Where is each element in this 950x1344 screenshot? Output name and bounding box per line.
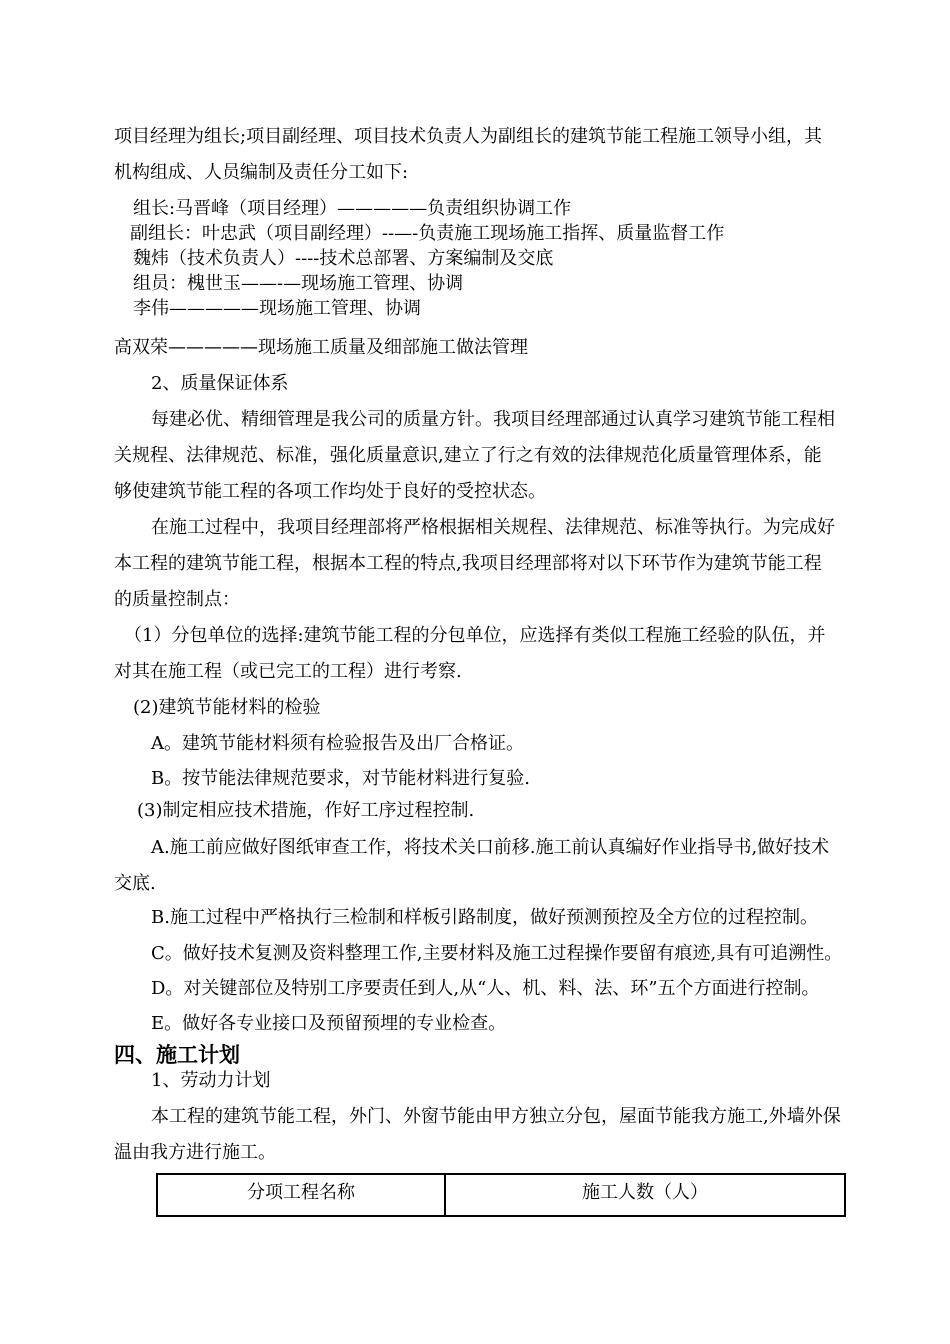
- team-line-5: 李伟—————现场施工管理、协调: [133, 298, 421, 319]
- item-3-a-line-2: 交底.: [114, 873, 156, 894]
- para-1-line-3: 够使建筑节能工程的各项工作均处于良好的受控状态。: [114, 481, 546, 502]
- para-2-line-3: 的质量控制点：: [114, 589, 240, 610]
- item-3-a-line-1: A.施工前应做好图纸审查工作，将技术关口前移.施工前认真编好作业指导书,做好技术: [151, 837, 830, 858]
- intro-line-2: 机构组成、人员编制及责任分工如下:: [114, 162, 409, 183]
- item-3-d: D。对关键部位及特别工序要责任到人,从“人、机、料、法、环”五个方面进行控制。: [151, 978, 820, 999]
- team-line-6: 高双荣—————现场施工质量及细部施工做法管理: [114, 337, 528, 358]
- team-line-4: 组员：槐世玉——-—现场施工管理、协调: [133, 273, 464, 294]
- item-2-title: (2)建筑节能材料的检验: [133, 697, 321, 718]
- table-header-cell: 施工人数（人）: [445, 1174, 845, 1216]
- table-header-row: [157, 1174, 845, 1216]
- item-3-c: C。做好技术复测及资料整理工作,主要材料及施工过程操作要留有痕迹,具有可追溯性。: [151, 943, 843, 964]
- team-line-3: 魏炜（技术负责人）----技术总部署、方案编制及交底: [133, 248, 554, 269]
- para-2-line-2: 本工程的建筑节能工程，根据本工程的特点,我项目经理部将对以下环节作为建筑节能工程: [114, 553, 822, 574]
- team-line-1: 组长:马晋峰（项目经理）—————负责组织协调工作: [133, 198, 572, 219]
- intro-line-1: 项目经理为组长;项目副经理、项目技术负责人为副组长的建筑节能工程施工领导小组，其: [114, 126, 823, 147]
- item-1-line-1: （1）分包单位的选择:建筑节能工程的分包单位，应选择有类似工程施工经验的队伍，并: [124, 625, 826, 646]
- para-1-line-1: 每建必优、精细管理是我公司的质量方针。我项目经理部通过认真学习建筑节能工程相: [151, 409, 835, 430]
- item-2-b: B。按节能法律规范要求，对节能材料进行复验.: [151, 768, 530, 789]
- table-header-cell: 分项工程名称: [157, 1174, 445, 1216]
- item-3-title: (3)制定相应技术措施，作好工序过程控制.: [137, 800, 475, 821]
- heading-4: 四、施工计划: [114, 1043, 240, 1067]
- section-2-title: 2、质量保证体系: [151, 373, 289, 394]
- para-1-line-2: 关规程、法律规范、标准，强化质量意识,建立了行之有效的法律规范化质量管理体系，能: [114, 445, 822, 466]
- item-3-b: B.施工过程中严格执行三检制和样板引路制度，做好预测预控及全方位的过程控制。: [151, 907, 818, 928]
- item-2-a: A。建筑节能材料须有检验报告及出厂合格证。: [151, 733, 524, 754]
- labor-plan-table: [156, 1173, 846, 1217]
- para-3-line-1: 本工程的建筑节能工程，外门、外窗节能由甲方独立分包，屋面节能我方施工,外墙外保: [151, 1106, 841, 1127]
- para-2-line-1: 在施工过程中，我项目经理部将严格根据相关规程、法律规范、标准等执行。为完成好: [151, 517, 835, 538]
- para-3-line-2: 温由我方进行施工。: [114, 1142, 276, 1163]
- item-3-e: E。做好各专业接口及预留预埋的专业检查。: [151, 1013, 507, 1034]
- sub-heading-1: 1、劳动力计划: [151, 1070, 271, 1091]
- item-1-line-2: 对其在施工程（或已完工的工程）进行考察.: [114, 661, 462, 682]
- team-line-2: 副组长：叶忠武（项目副经理）--—-负责施工现场施工指挥、质量监督工作: [130, 223, 725, 244]
